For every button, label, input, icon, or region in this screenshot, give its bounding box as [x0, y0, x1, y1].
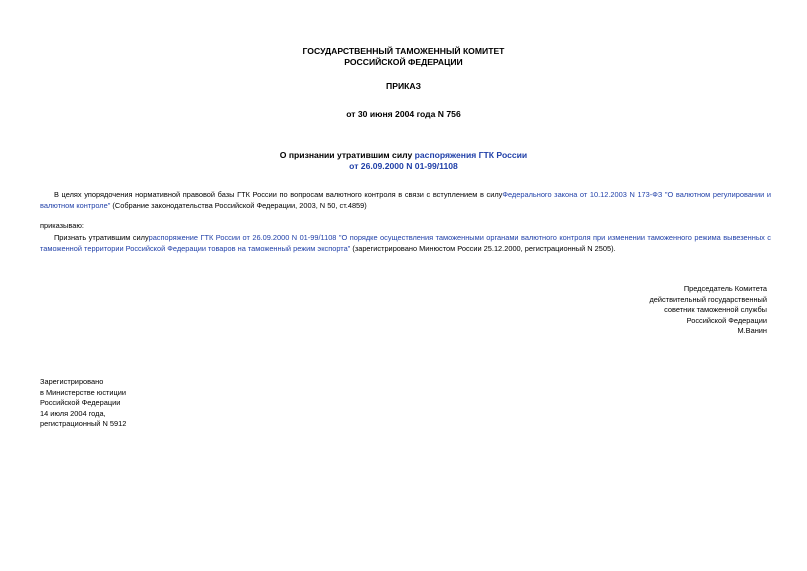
preamble-text: В целях упорядочения нормативной правовой базы ГТК России по вопросам валютного контроля в связи с вступлением в силу [54, 190, 503, 199]
registration-line: Зарегистрировано [40, 377, 104, 386]
preamble-paragraph [40, 189, 771, 211]
title-link-order[interactable]: распоряжения ГТК России [414, 150, 528, 160]
signature-block [649, 284, 767, 337]
doc-type: ПРИКАЗ [386, 81, 421, 91]
issuer-heading [0, 46, 807, 68]
order-paragraph [40, 232, 771, 254]
title-prefix: О признании утратившим силу [279, 150, 415, 160]
order-word: приказываю: [40, 221, 84, 230]
registration-line: Российской Федерации [40, 398, 121, 407]
signatory-name: М.Ванин [737, 326, 767, 335]
order-text: Признать утратившим силу [54, 233, 149, 242]
title-link-date[interactable]: от 26.09.2000 N 01-99/1108 [349, 161, 458, 171]
issuer-line-1: ГОСУДАРСТВЕННЫЙ ТАМОЖЕННЫЙ КОМИТЕТ [302, 46, 505, 56]
title-line-2 [0, 161, 807, 172]
registration-date: 14 июля 2004 года, [40, 408, 106, 418]
issuer-line-2: РОССИЙСКОЙ ФЕДЕРАЦИИ [344, 57, 463, 67]
signature-line: Российской Федерации [686, 315, 767, 325]
registration-block [40, 377, 126, 430]
revoked-order-link[interactable]: распоряжение ГТК России от 26.09.2000 N 01-99/1108 "О порядке осуществления таможенными органами валютного контроля при изменении таможенного режима вывезенных с таможенной территории Российской Федерации товаров на таможенный режим экспорта" [40, 233, 771, 253]
document-title [0, 150, 807, 172]
preamble-source: (Собрание законодательства Российской Федерации, 2003, N 50, ст.4859) [110, 201, 367, 210]
order-registration: (зарегистрировано Минюстом России 25.12.2000, регистрационный N 2505). [350, 244, 616, 253]
signature-line: советник таможенной службы [664, 305, 767, 314]
date-number: от 30 июня 2004 года N 756 [346, 109, 461, 119]
signature-line: действительный государственный [649, 294, 767, 304]
federal-law-link[interactable]: Федерального закона от 10.12.2003 N 173-ФЗ "О валютном регулировании и валютном контроле" [40, 190, 772, 210]
title-line-1 [0, 150, 807, 161]
registration-number: регистрационный N 5912 [40, 419, 127, 428]
signature-line: Председатель Комитета [683, 284, 767, 293]
registration-line: в Министерстве юстиции [40, 387, 127, 397]
